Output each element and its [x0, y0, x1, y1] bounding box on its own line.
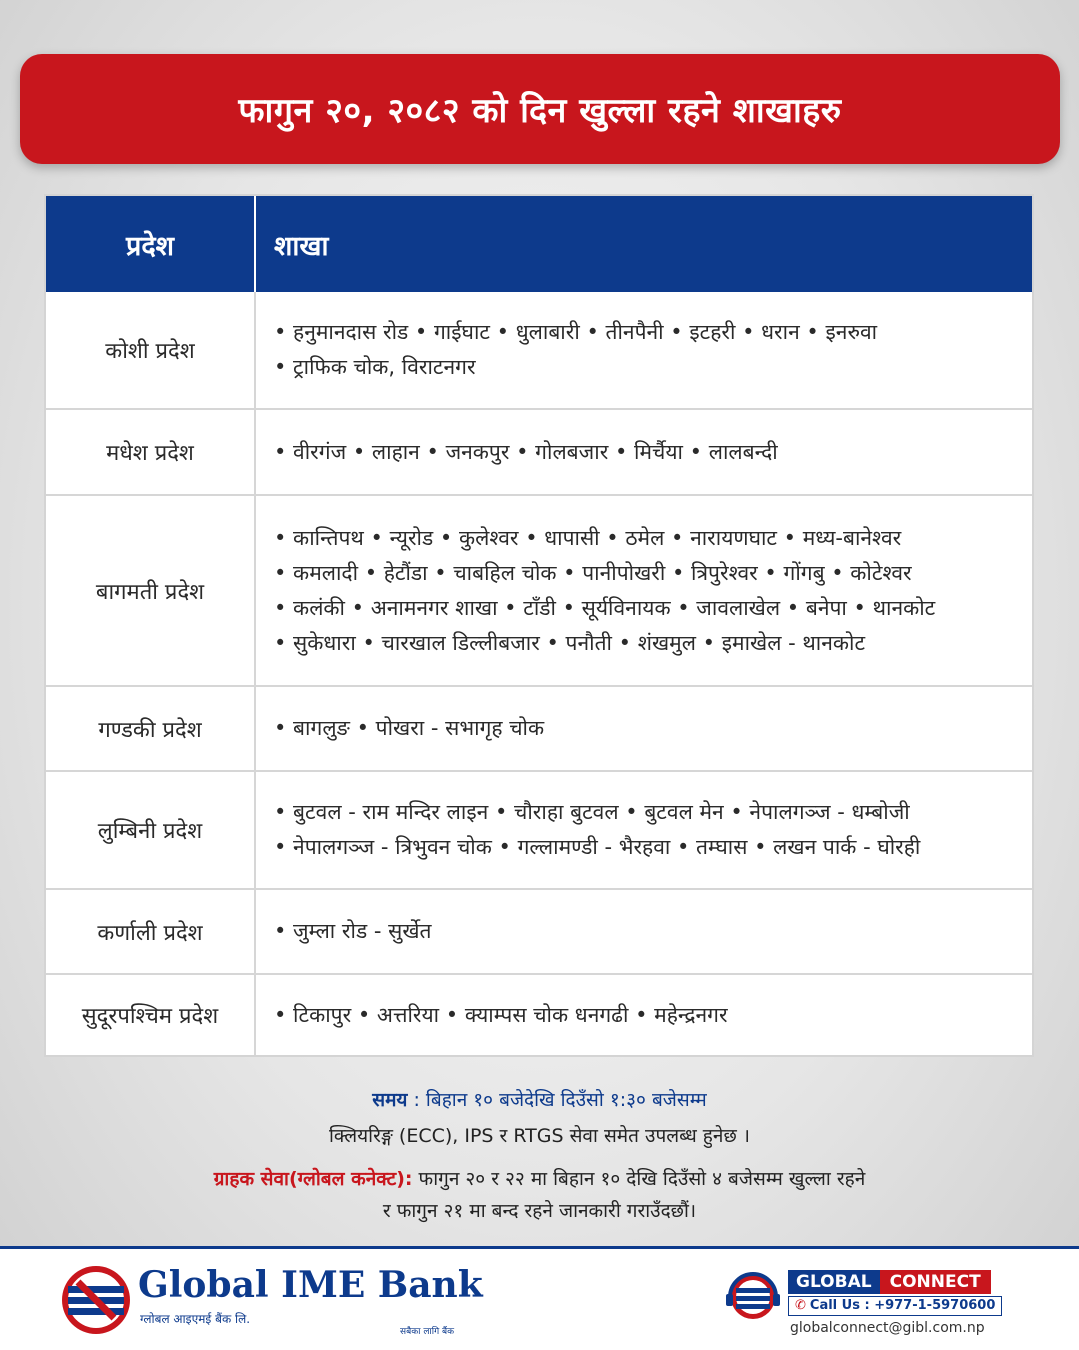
province-cell: कोशी प्रदेश [46, 292, 256, 408]
table-row [46, 687, 1032, 772]
branch-line: • कमलादी • हेटौंडा • चाबहिल चोक • पानीपोखरी • त्रिपुरेश्वर • गोंगबु • कोटेश्वर [274, 560, 912, 585]
branches-cell [256, 496, 1032, 685]
branches-cell [256, 890, 1032, 973]
province-cell: बागमती प्रदेश [46, 496, 256, 685]
province-cell: गण्डकी प्रदेश [46, 687, 256, 770]
column-header-branch: शाखा [274, 230, 329, 262]
table-row [46, 975, 1032, 1055]
global-connect-block [722, 1264, 1022, 1344]
table-row [46, 410, 1032, 496]
branches-cell [256, 410, 1032, 494]
branches-cell [256, 687, 1032, 770]
branches-cell [256, 292, 1032, 408]
branches-cell [256, 772, 1032, 888]
call-us-box[interactable] [788, 1296, 1002, 1316]
province-cell: लुम्बिनी प्रदेश [46, 772, 256, 888]
table-row [46, 496, 1032, 687]
time-value: : बिहान १० बजेदेखि दिउँसो १:३० बजेसम्म [407, 1089, 707, 1111]
table-header [46, 196, 1032, 292]
province-cell: सुदूरपश्चिम प्रदेश [46, 975, 256, 1055]
connect-label: CONNECT [880, 1270, 991, 1294]
customer-service-text: फागुन २० र २२ मा बिहान १० देखि दिउँसो ४ बजेसम्म खुल्ला रहने [412, 1168, 866, 1190]
table-row [46, 890, 1032, 975]
branch-line: • नेपालगञ्ज - त्रिभुवन चोक • गल्लामण्डी - भैरहवा • तम्घास • लखन पार्क - घोरही [274, 835, 921, 859]
province-cell: कर्णाली प्रदेश [46, 890, 256, 973]
branches-table [44, 194, 1034, 1057]
table-row [46, 292, 1032, 410]
branch-line: • टिकापुर • अत्तरिया • क्याम्पस चोक धनगढी • महेन्द्रनगर [274, 1002, 728, 1027]
global-label: GLOBAL [788, 1270, 880, 1294]
column-header-province: प्रदेश [46, 196, 256, 292]
branch-line: • बागलुङ • पोखरा - सभागृह चोक [274, 716, 545, 740]
time-note [0, 1086, 1079, 1112]
page-title: फागुन २०, २०८२ को दिन खुल्ला रहने शाखाहरु [238, 91, 842, 131]
headset-globe-icon [722, 1266, 784, 1328]
customer-service-label: ग्राहक सेवा(ग्लोबल कनेक्ट): [213, 1168, 413, 1190]
services-note: क्लियरिङ्ग (ECC), IPS र RTGS सेवा समेत उपलब्ध हुनेछ । [328, 1125, 750, 1147]
call-us-text: Call Us : +977-1-5970600 [809, 1298, 996, 1313]
branch-line: • कान्तिपथ • न्यूरोड • कुलेश्वर • धापासी • ठमेल • नारायणघाट • मध्य-बानेश्वर [274, 525, 902, 550]
branch-line: • बुटवल - राम मन्दिर लाइन • चौराहा बुटवल • बुटवल मेन • नेपालगञ्ज - धम्बोजी [274, 800, 910, 824]
table-row [46, 772, 1032, 890]
globe-logo-icon [58, 1262, 134, 1338]
province-cell: मधेश प्रदेश [46, 410, 256, 494]
branch-line: • जुम्ला रोड - सुर्खेत [274, 919, 432, 943]
title-banner [20, 54, 1060, 164]
brand-subtitle: ग्लोबल आइएमई बैंक लि. [140, 1312, 251, 1326]
bank-logo [58, 1262, 483, 1342]
brand-name: Global IME Bank [138, 1264, 483, 1306]
customer-service-note [0, 1165, 1079, 1191]
branch-line: • ट्राफिक चोक, विराटनगर [274, 355, 476, 379]
time-label: समय [372, 1089, 408, 1111]
branch-line: • कलंकी • अनामनगर शाखा • टाँडी • सूर्यविनायक • जावलाखेल • बनेपा • थानकोट [274, 595, 936, 620]
brand-tagline: सबैका लागि बैंक [400, 1327, 455, 1337]
email-link[interactable]: globalconnect@gibl.com.np [790, 1320, 985, 1336]
phone-icon: ✆ [795, 1298, 806, 1313]
customer-service-note-2: र फागुन २१ मा बन्द रहने जानकारी गराउँदछौं। [382, 1200, 697, 1222]
branches-cell [256, 975, 1032, 1055]
branch-line: • हनुमानदास रोड • गाईघाट • धुलाबारी • तीनपैनी • इटहरी • धरान • इनरुवा [274, 320, 878, 344]
branch-line: • सुकेधारा • चारखाल डिल्लीबजार • पनौती • शंखमुल • इमाखेल - थानकोट [274, 630, 866, 655]
global-connect-badge [788, 1270, 991, 1294]
branch-line: • वीरगंज • लाहान • जनकपुर • गोलबजार • मिर्चैया • लालबन्दी [274, 439, 778, 464]
